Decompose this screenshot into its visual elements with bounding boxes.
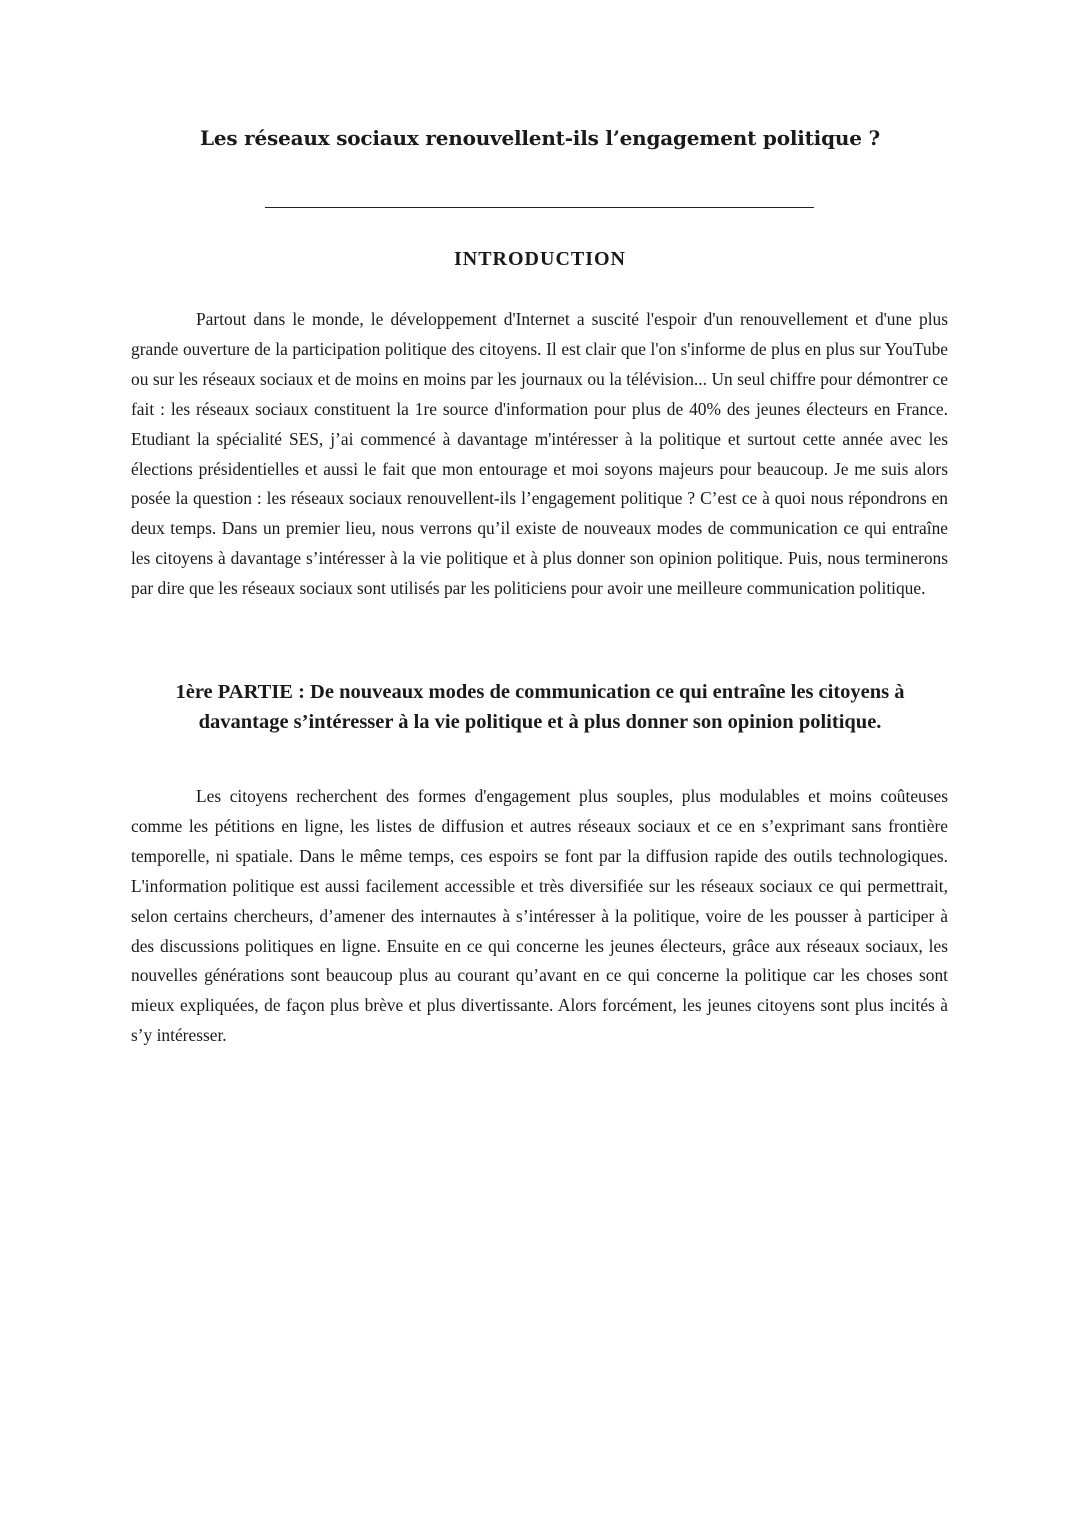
part1-heading: 1ère PARTIE : De nouveaux modes de communication ce qui entraîne les citoyens à davantage s’intéresser à la vie politique et à plus donner son opinion politique.: [175, 681, 905, 733]
introduction-paragraph: Partout dans le monde, le développement d'Internet a suscité l'espoir d'un renouvellement et d'une plus grande ouverture de la participation politique des citoyens. Il est clair que l'on s'informe de plus en plus sur YouTube ou sur les réseaux sociaux et de moins en moins par les journaux ou la télévision... Un seul chiffre pour démontrer ce fait : les réseaux sociaux constituent la 1re source d'information pour plus de 40% des jeunes électeurs en France. Etudiant la spécialité SES, j’ai commencé à davantage m'intéresser à la politique et surtout cette année avec les élections présidentielles et aussi le fait que mon entourage et moi soyons majeurs pour beaucoup. Je me suis alors posée la question : les réseaux sociaux renouvellent-ils l’engagement politique ? C’est ce à quoi nous répondrons en deux temps. Dans un premier lieu, nous verrons qu’il existe de nouveaux modes de communication ce qui entraîne les citoyens à davantage s’intéresser à la vie politique et à plus donner son opinion politique. Puis, nous terminerons par dire que les réseaux sociaux sont utilisés par les politiciens pour avoir une meilleure communication politique.: [131, 309, 948, 599]
title-divider: [265, 207, 814, 208]
part1-paragraph: Les citoyens recherchent des formes d'engagement plus souples, plus modulables et moins coûteuses comme les pétitions en ligne, les listes de diffusion et autres réseaux sociaux et ce en s’exprimant sans frontière temporelle, ni spatiale. Dans le même temps, ces espoirs se font par la diffusion rapide des outils technologiques. L'information politique est aussi facilement accessible et très diversifiée sur les réseaux sociaux ce qui permettrait, selon certains chercheurs, d’amener des internautes à s’intéresser à la politique, voire de les pousser à participer à des discussions politiques en ligne. Ensuite en ce qui concerne les jeunes électeurs, grâce aux réseaux sociaux, les nouvelles générations sont beaucoup plus au courant qu’avant en ce qui concerne la politique car les choses sont mieux expliquées, de façon plus brève et plus divertissante. Alors forcément, les jeunes citoyens sont plus incités à s’y intéresser.: [131, 786, 948, 1046]
introduction-heading: INTRODUCTION: [453, 248, 627, 270]
document-title: Les réseaux sociaux renouvellent-ils l’engagement politique ?: [199, 126, 881, 150]
